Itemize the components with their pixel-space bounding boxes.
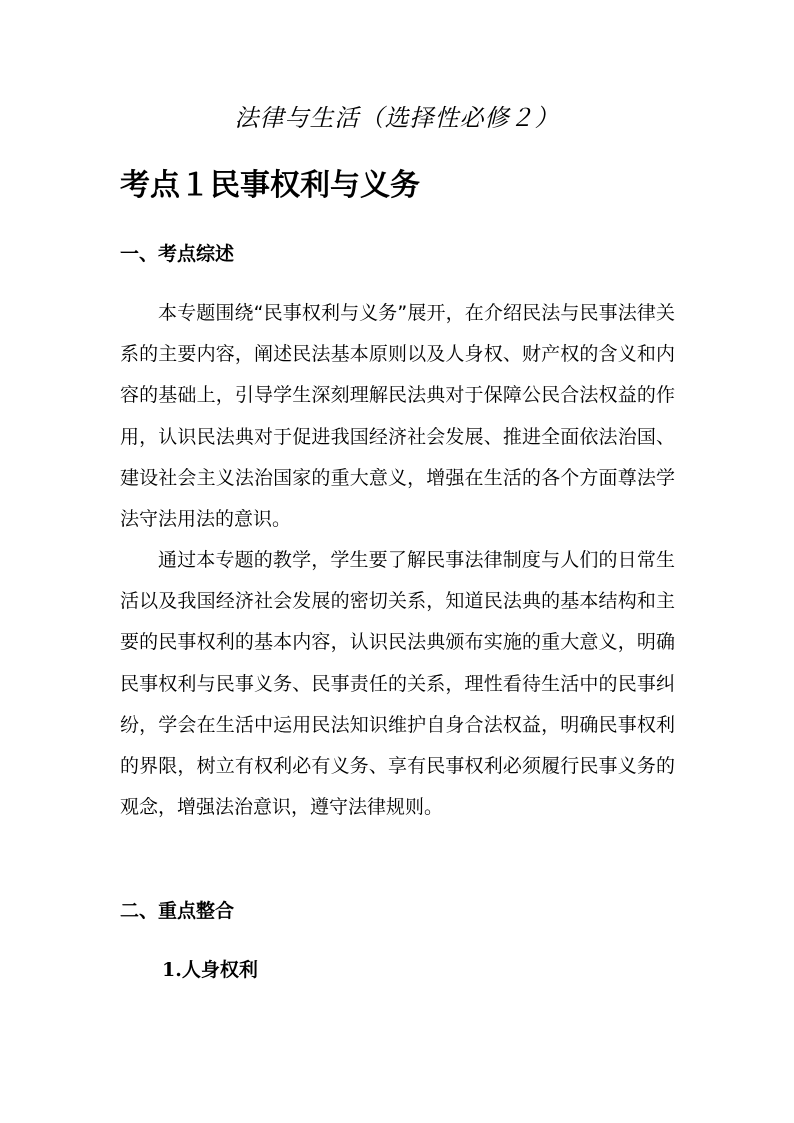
point-heading-personal-rights: 1.人身权利 [162,959,258,981]
section-title: 考点１民事权利与义务 [120,168,420,203]
overview-paragraph-2: 通过本专题的教学，学生要了解民事法律制度与人们的日常生活以及我国经济社会发展的密切关系，知道民法典的基本结构和主要的民事权利的基本内容，认识民法典颁布实施的重大意义，明确民事权利与民事义务、民事责任的关系，理性看待生活中的民事纠纷，学会在生活中运用民法知识维护自身合法权益，明确民事权利的界限，树立有权利必有义务、享有民事权利必须履行民事义务的观念，增强法治意识，遵守法律规则。 [120,549,675,819]
focus-heading: 二、重点整合 [120,900,235,922]
overview-heading: 一、考点综述 [120,243,235,265]
document-title: 法律与生活（选择性必修２） [234,104,560,132]
overview-paragraph-1: 本专题围绕“民事权利与义务”展开，在介绍民法与民事法律关系的主要内容，阐述民法基本原则以及人身权、财产权的含义和内容的基础上，引导学生深刻理解民法典对于保障公民合法权益的作用，认识民法典对于促进我国经济社会发展、推进全面依法治国、建设社会主义法治国家的重大意义，增强在生活的各个方面尊法学法守法用法的意识。 [120,302,675,531]
